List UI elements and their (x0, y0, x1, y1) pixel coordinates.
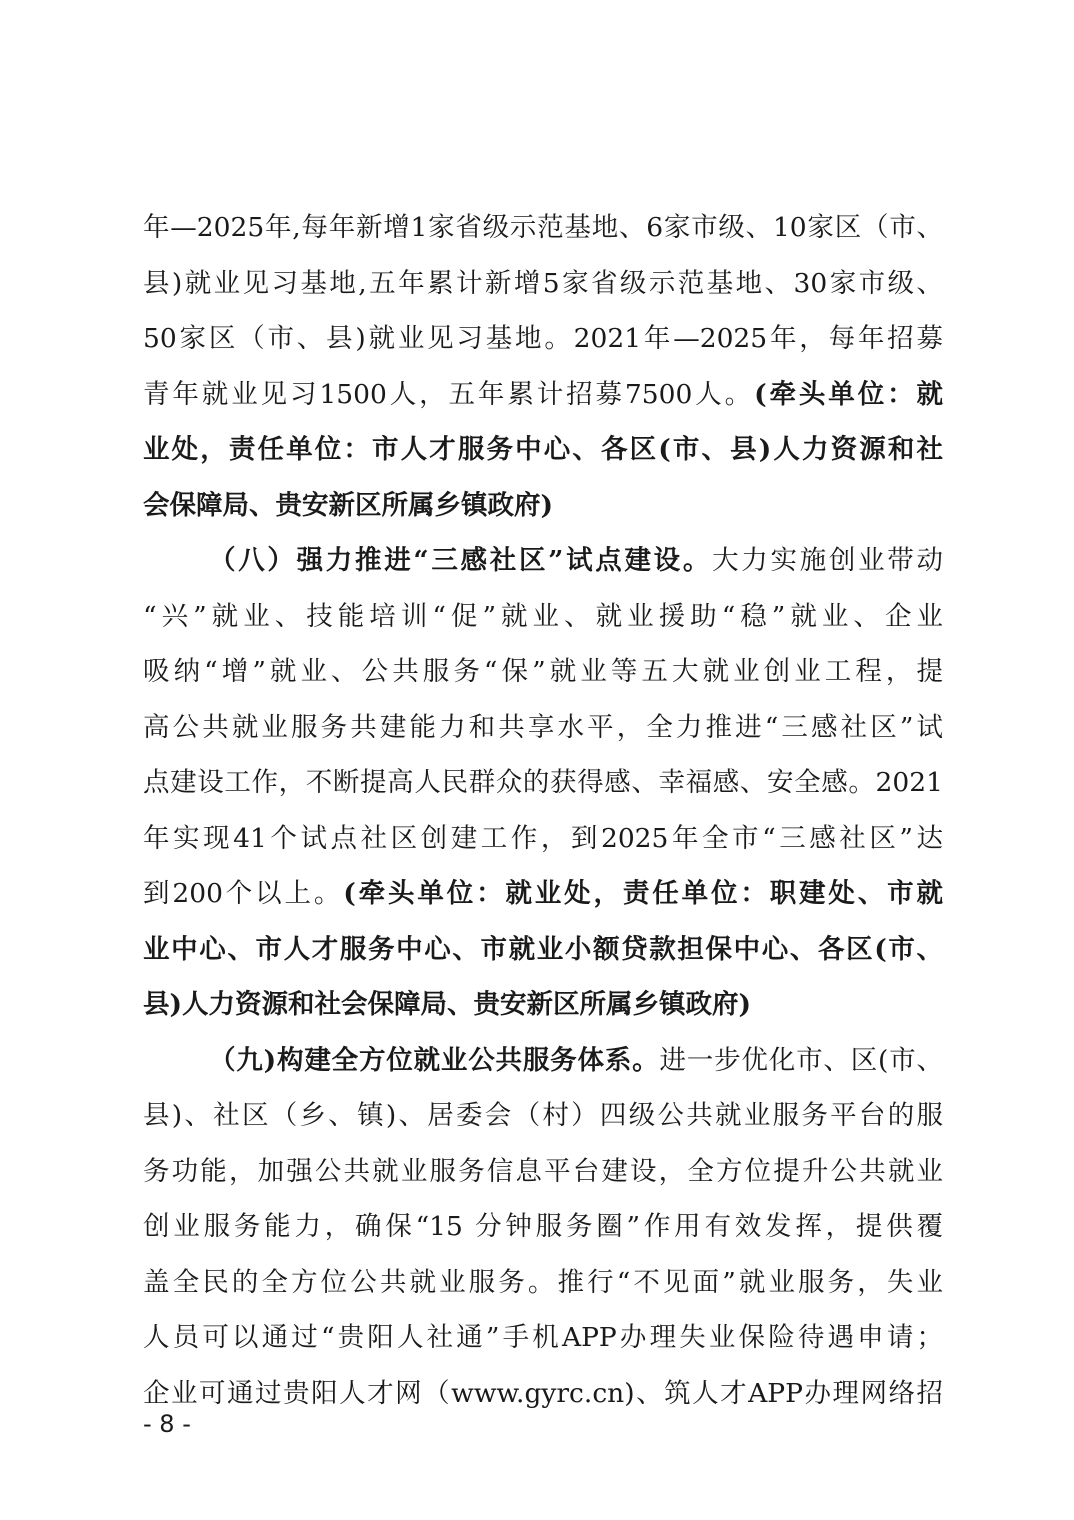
section-heading-8-line: （八）强力推进“三感社区”试点建设。大力实施创业带动 (209, 545, 943, 576)
text-line: 企业可通过贵阳人才网（www.gyrc.cn)、筑人才APP办理网络招 (143, 1377, 943, 1409)
responsibility-note: 业中心、市人才服务中心、市就业小额贷款担保中心、各区(市、 (143, 933, 943, 965)
section-heading: （九)构建全方位就业公共服务体系。 (209, 1044, 660, 1076)
text-line: “兴”就业、技能培训“促”就业、就业援助“稳”就业、企业 (143, 600, 943, 632)
text-line (143, 422, 943, 478)
responsibility-note: 县)人力资源和社会保障局、贵安新区所属乡镇政府) (143, 989, 752, 1020)
responsibility-note: 业处，责任单位：市人才服务中心、各区(市、县)人力资源和社 (143, 434, 943, 465)
text-line: 年—2025年,每年新增1家省级示范基地、6家市级、10家区（市、 (143, 212, 943, 243)
section-heading-9-line: （九)构建全方位就业公共服务体系。进一步优化市、区(市、 (209, 1044, 943, 1076)
text-line: 人员可以通过“贵阳人社通”手机APP办理失业保险待遇申请； (143, 1322, 943, 1353)
text-line: 创业服务能力，确保“15 分钟服务圈”作用有效发挥，提供覆 (143, 1211, 943, 1242)
responsibility-note: 会保障局、贵安新区所属乡镇政府) (143, 489, 554, 521)
text-line: 县)就业见习基地,五年累计新增5家省级示范基地、30家市级、 (143, 267, 943, 299)
page-number: - 8 - (143, 1410, 191, 1438)
responsibility-note: (牵头单位：就 (754, 378, 943, 410)
text-line: 吸纳“增”就业、公共服务“保”就业等五大就业创业工程，提 (143, 656, 943, 687)
text-line: 县)、社区（乡、镇)、居委会（村）四级公共就业服务平台的服 (143, 1100, 943, 1131)
text-line: 点建设工作，不断提高人民群众的获得感、幸福感、安全感。2021 (143, 767, 943, 798)
text-line (143, 977, 943, 1033)
text-line: 高公共就业服务共建能力和共享水平，全力推进“三感社区”试 (143, 711, 943, 743)
text-line (143, 922, 943, 978)
text-line: 务功能，加强公共就业服务信息平台建设，全方位提升公共就业 (143, 1155, 943, 1187)
section-heading: （八）强力推进“三感社区”试点建设。 (209, 545, 713, 576)
responsibility-note: (牵头单位：就业处，责任单位：职建处、市就 (343, 878, 943, 909)
text-line: 盖全民的全方位公共就业服务。推行“不见面”就业服务，失业 (143, 1266, 943, 1298)
text-line: 到200个以上。(牵头单位：就业处，责任单位：职建处、市就 (143, 878, 943, 909)
text-line: 年实现41个试点社区创建工作，到2025年全市“三感社区”达 (143, 822, 943, 854)
text-line: 青年就业见习1500人，五年累计招募7500人。(牵头单位：就 (143, 378, 943, 410)
text-line: 50家区（市、县)就业见习基地。2021年—2025年，每年招募 (143, 323, 943, 354)
text-line (143, 478, 943, 534)
document-body (143, 200, 943, 1421)
